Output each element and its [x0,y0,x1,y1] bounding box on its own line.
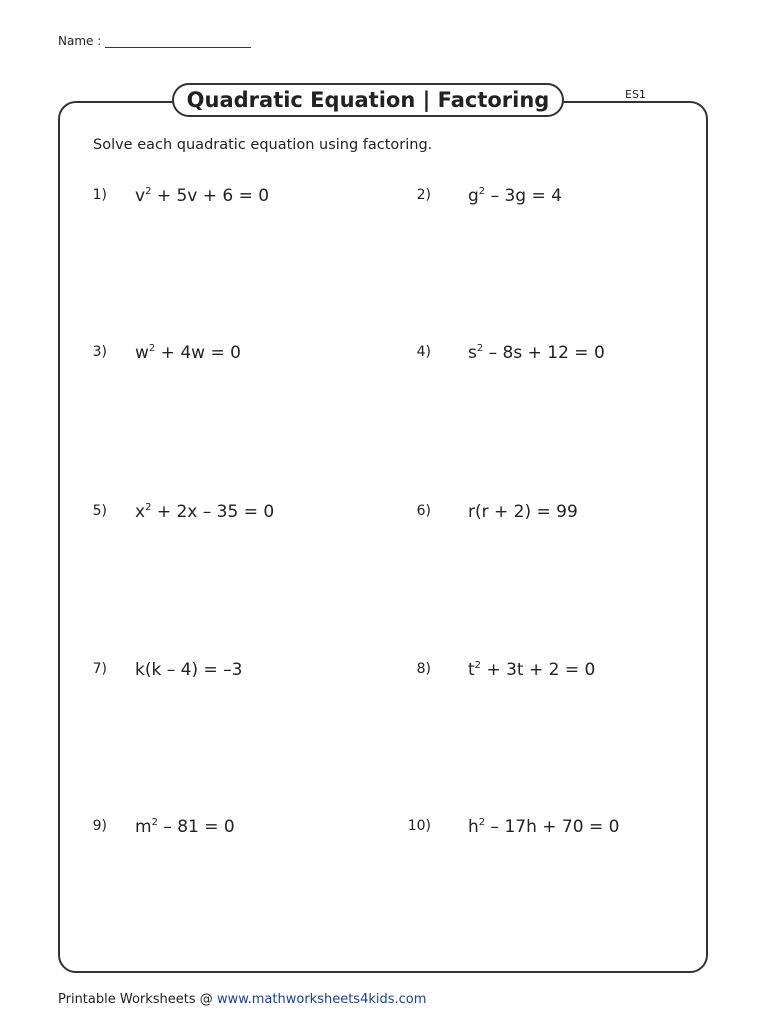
equation: $m^2 - 81 = 0$ [135,817,235,837]
worksheet-frame [58,101,708,973]
footer [58,992,426,1007]
equation: $v^2 + 5v + 6 = 0$ [135,186,270,206]
problem-number: 8) [416,661,431,677]
sheet-code: ES1 [625,88,646,101]
worksheet-title: Quadratic Equation | Factoring [172,83,564,117]
problem-number: 2) [416,187,431,203]
equation: $x^2 + 2x - 35 = 0$ [135,502,275,522]
name-blank-line[interactable] [105,35,251,48]
instructions: Solve each quadratic equation using factoring. [93,137,433,153]
equation: $g^2 - 3g = 4$ [468,186,562,206]
problem-number: 10) [407,818,431,834]
footer-label: Printable Worksheets @ [58,992,217,1007]
equation: r(r + 2) = 99 [468,502,578,522]
equation: $s^2 - 8s + 12 = 0$ [468,343,605,363]
equation: k(k – 4) = –3 [135,660,243,680]
problem-number: 1) [92,187,107,203]
footer-website-link[interactable]: www.mathworksheets4kids.com [216,992,427,1007]
problem-number: 9) [92,818,107,834]
problem-number: 3) [92,344,107,360]
problem-number: 5) [92,503,107,519]
name-field [58,34,251,48]
equation: $t^2 + 3t + 2 = 0$ [468,660,596,680]
equation: $w^2 + 4w = 0$ [135,343,241,363]
problem-number: 6) [416,503,431,519]
problem-number: 4) [416,344,431,360]
problem-number: 7) [92,661,107,677]
equation: $h^2 - 17h + 70 = 0$ [468,817,620,837]
name-label: Name : [58,34,102,48]
